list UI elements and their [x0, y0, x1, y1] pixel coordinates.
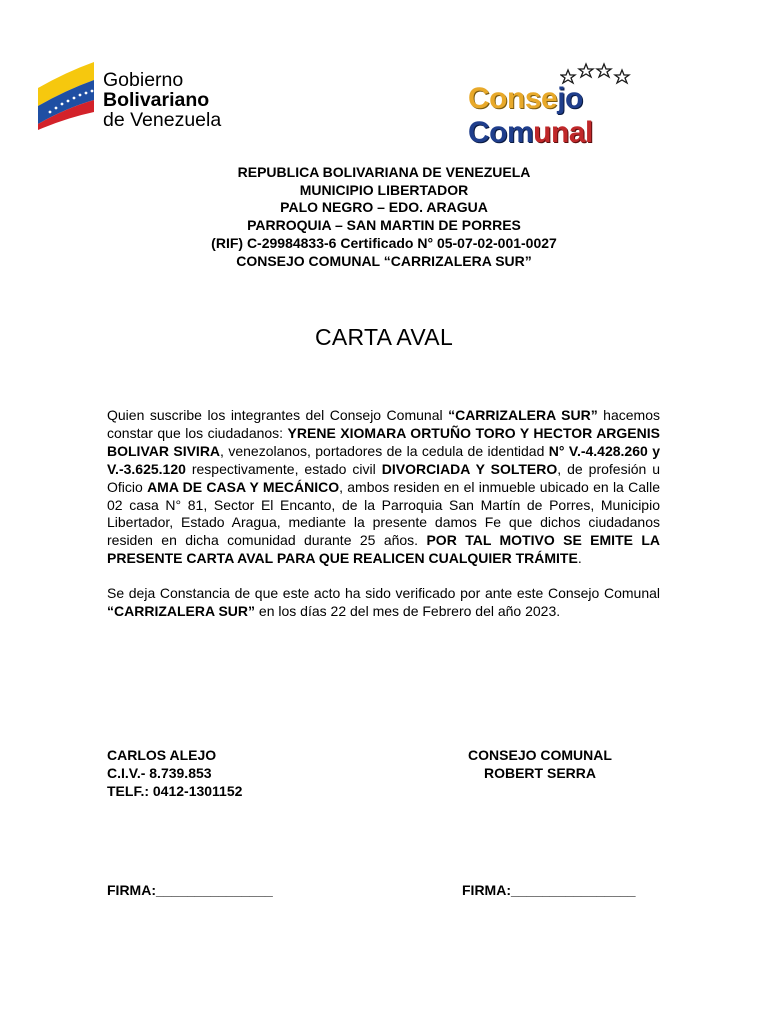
- org-signer-name: ROBERT SERRA: [483, 765, 596, 781]
- header-line4: PARROQUIA – SAN MARTIN DE PORRES: [247, 217, 521, 234]
- document-header: [0, 164, 768, 270]
- org-name: CONSEJO COMUNAL: [468, 747, 612, 763]
- header-line6: CONSEJO COMUNAL “CARRIZALERA SUR”: [236, 252, 532, 269]
- p1-text: respectivamente, estado civil: [185, 460, 382, 477]
- header-line3: PALO NEGRO – EDO. ARAGUA: [280, 199, 488, 216]
- document-title: CARTA AVAL: [314, 324, 454, 350]
- p1-council-name: “CARRIZALERA SUR”: [448, 407, 598, 423]
- signer-id: C.I.V.- 8.739.853: [107, 765, 212, 781]
- signature-line-left: FIRMA:_______________: [107, 882, 273, 898]
- document-body: [107, 407, 660, 621]
- p1-text: , venezolanos, portadores de la cedula de identidad: [220, 442, 549, 459]
- consejo-part2: jo: [557, 82, 583, 115]
- header-line1: REPUBLICA BOLIVARIANA DE VENEZUELA: [237, 164, 531, 180]
- comunal-part2: unal: [533, 116, 593, 149]
- p1-text: .: [577, 550, 582, 567]
- gobierno-line2: Bolivariano: [103, 89, 210, 111]
- header-line5: (RIF) C-29984833-6 Certificado N° 05-07-02-001-0027: [211, 234, 557, 251]
- gobierno-line3: de Venezuela: [103, 109, 222, 131]
- gobierno-bolivariano-logo: [36, 58, 246, 132]
- p1-text: Quien suscribe los integrantes del Consejo Comunal: [107, 407, 449, 423]
- signer-phone: TELF.: 0412-1301152: [107, 783, 243, 799]
- signature-line-right: FIRMA:________________: [462, 882, 636, 898]
- signer-name: CARLOS ALEJO: [107, 747, 217, 763]
- consejo-comunal-logo: [464, 62, 714, 149]
- p2-text: Se deja Constancia de que este acto ha sido verificado por ante este Consejo Comunal: [107, 585, 660, 602]
- venezuela-flag-icon: [36, 60, 98, 130]
- p1-id-numbers: N° V.-4.428.260 y V.-3.625.120: [107, 442, 660, 477]
- consejo-part1: Conse: [468, 82, 558, 115]
- gobierno-line1: Gobierno: [103, 69, 184, 91]
- p1-statement: POR TAL MOTIVO SE EMITE LA PRESENTE CARTA AVAL PARA QUE REALICEN CUALQUIER TRÁMITE: [107, 532, 661, 567]
- p1-marital-status: DIVORCIADA Y SOLTERO: [381, 460, 558, 477]
- p1-text: , ambos residen en el inmueble ubicado en la Calle 02 casa N° 81, Sector El Encanto, de la Parroquia San Martín de Porres, Municipio Libertador, Estado Aragua, mediante la presente damos Fe que dichos ciudadanos residen en dicha comunidad durante 25 años.: [107, 478, 660, 549]
- p1-text: hacemos constar que los ciudadanos:: [107, 407, 660, 441]
- body-paragraph-1: [107, 407, 660, 568]
- p1-occupation: AMA DE CASA Y MECÁNICO: [147, 478, 340, 495]
- p1-text: , de profesión u Oficio: [107, 460, 661, 495]
- signature-block-right: [462, 746, 618, 782]
- header-line2: MUNICIPIO LIBERTADOR: [299, 181, 469, 198]
- signature-block-left: [107, 746, 242, 800]
- p1-citizen-names: YRENE XIOMARA ORTUÑO TORO Y HECTOR ARGENIS BOLIVAR SIVIRA: [107, 424, 660, 459]
- comunal-part1: Com: [468, 116, 534, 149]
- body-paragraph-2: [107, 585, 660, 621]
- p2-text: en los días 22 del mes de Febrero del año 2023.: [255, 603, 561, 620]
- p2-council-name: “CARRIZALERA SUR”: [107, 603, 256, 620]
